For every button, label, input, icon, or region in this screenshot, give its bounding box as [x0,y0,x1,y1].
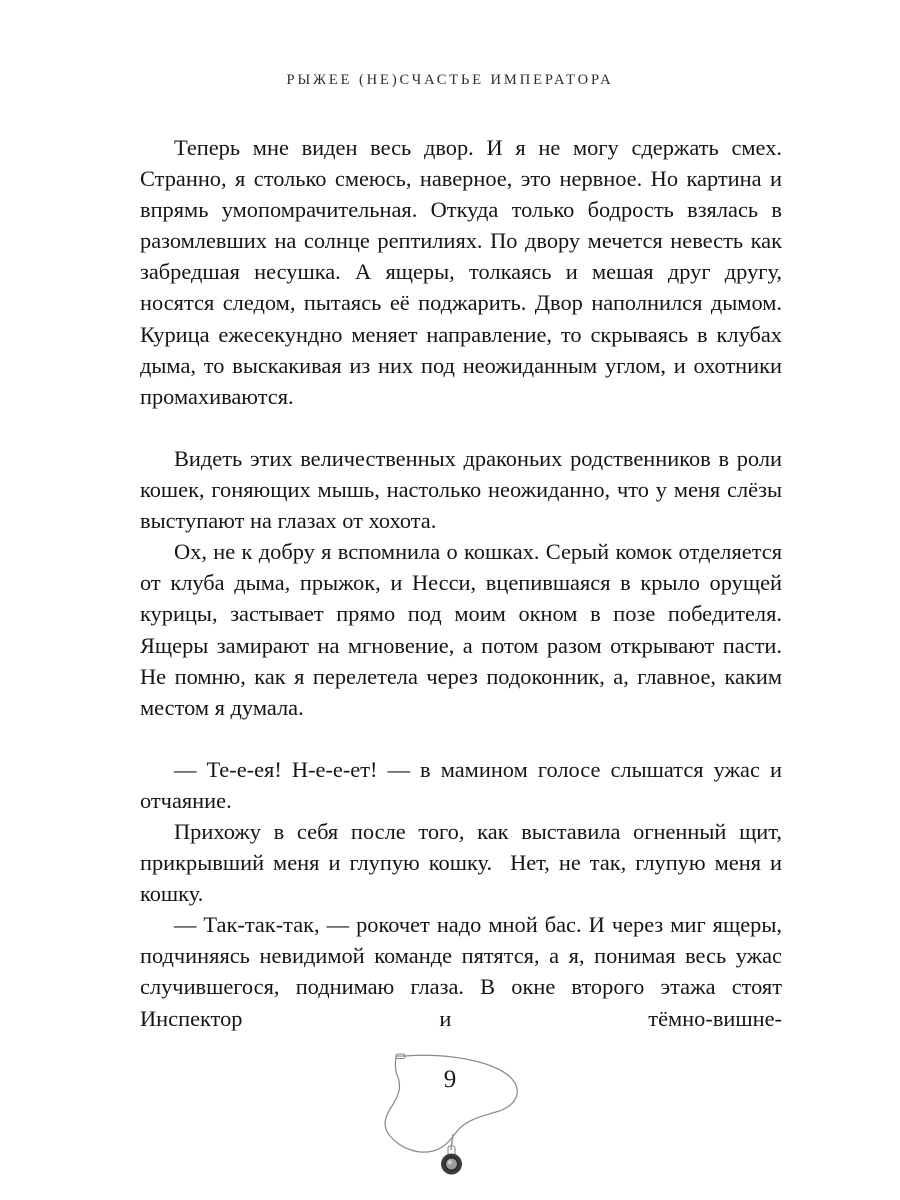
running-head: РЫЖЕЕ (НЕ)СЧАСТЬЕ ИМПЕРАТОРА [286,72,614,88]
body-text-block [140,132,788,1065]
paragraph: Видеть этих величественных драконьих родственников в роли кошек, гоняющих мышь, настолько неожиданно, что у меня слёзы выступают на глазах от хохота. [140,445,788,534]
dialogue-paragraph: — Так-так-так, — рокочет надо мной бас. И через миг ящеры, подчиняясь невидимой команде пятятся, а я, понимая весь ужас случившегося, поднимаю глаза. В окне второго этажа стоят Инспектор и тёмно-вишне- [140,912,788,1031]
scene-break [140,723,782,754]
dialogue-paragraph: — Те-е-ея! Н-е-е-ет! — в мамином голосе слышатся ужас и отчаяние. [140,756,788,813]
paragraph: Прихожу в себя после того, как выставила огненный щит, прикрывший меня и глупую кошку. Нет, не так, глупую меня и кошку. [140,818,788,907]
paragraph: Ох, не к добру я вспомнила о кошках. Серый комок отделяется от клуба дыма, прыжок, и Несси, вцепившаяся в крыло орущей курицы, застывает прямо под моим окном в позе победителя. Ящеры замирают на мгновение, а потом разом открывают пасти. Не помню, как я перелетела через подоконник, а, главное, каким местом я думала. [140,539,788,720]
page-number: 9 [443,1066,457,1093]
folio [0,1048,900,1188]
paragraph: Теперь мне виден весь двор. И я не могу сдержать смех. Странно, я столько смеюсь, наверное, это нервное. Но картина и впрямь умопомрачительная. Откуда только бодрость взялась в разомлевших на солнце рептилиях. По двору мечется невесть как забредшая несушка. А ящеры, толкаясь и мешая друг другу, носятся следом, пытаясь её поджарить. Двор наполнился дымом. Курица ежесекундно меняет направление, то скрываясь в клубах дыма, то выскакивая из них под неожиданным углом, и охотники промахиваются. [140,135,788,409]
